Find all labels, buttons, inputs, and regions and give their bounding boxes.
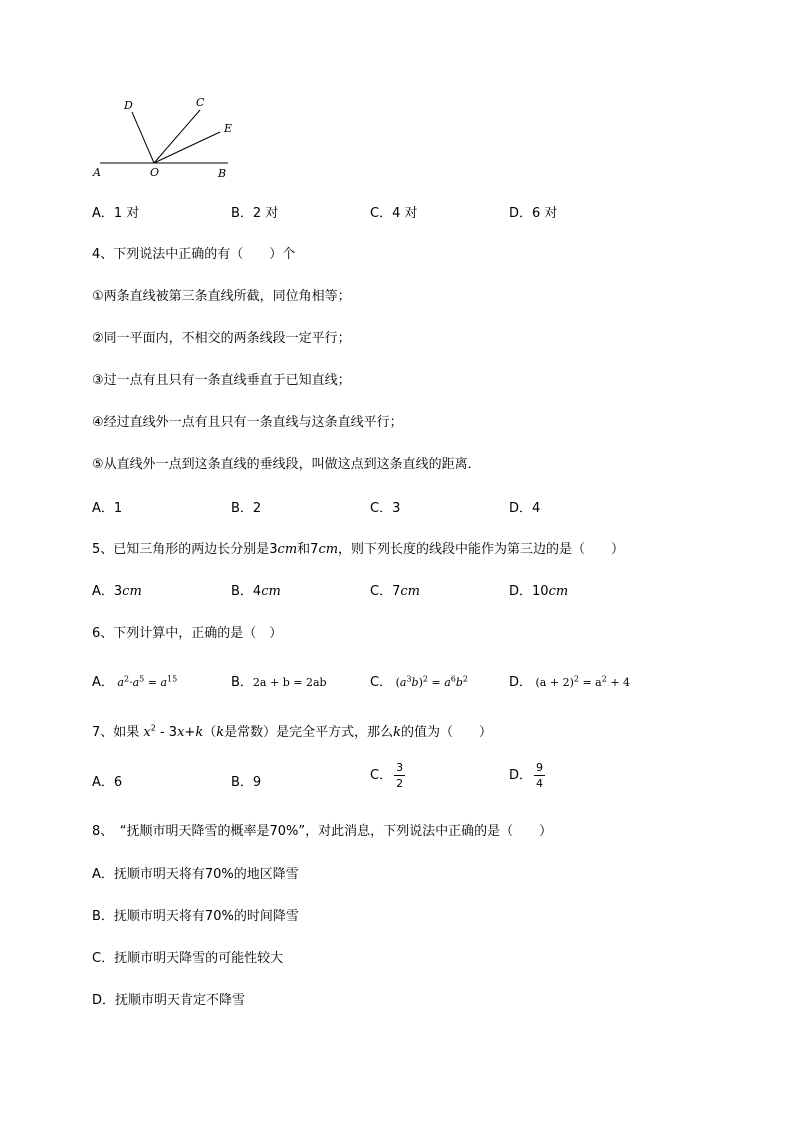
q4-option-a[interactable]: A．1: [92, 501, 123, 516]
label-d: D: [124, 99, 133, 112]
q4-option-d[interactable]: D．4: [509, 501, 541, 516]
q8-option-d[interactable]: D．抚顺市明天肯定不降雪: [92, 993, 246, 1008]
q5-option-d[interactable]: D．10cm: [509, 584, 569, 599]
ray-oe: [154, 132, 220, 163]
angle-figure: [88, 90, 248, 185]
label-b: B: [218, 167, 227, 180]
q7-option-c[interactable]: C． $\frac{3}{2}$: [370, 761, 404, 790]
label-c: C: [196, 96, 205, 109]
q6-option-b[interactable]: B．2a + b = 2ab: [231, 675, 327, 690]
q7-option-a[interactable]: A．6: [92, 775, 123, 790]
q5-option-c[interactable]: C．7cm: [370, 584, 420, 599]
q3-option-d[interactable]: D．6 对: [509, 206, 558, 221]
q8-stem: 8、 “抚顺市明天降雪的概率是70%”，对此消息，下列说法中正确的是（ ）: [92, 824, 553, 839]
fraction-9-4: $\frac{9}{4}$: [536, 761, 544, 790]
q8-option-b[interactable]: B．抚顺市明天将有70%的时间降雪: [92, 909, 299, 924]
q6-option-d[interactable]: D． $(a + 2)^2 = a^2 + 4$: [509, 674, 631, 690]
q6-stem: 6、下列计算中，正确的是（ ）: [92, 626, 283, 641]
q5-stem: 5、已知三角形的两边长分别是3cm和7cm，则下列长度的线段中能作为第三边的是（ ）: [92, 542, 625, 557]
q3-option-a[interactable]: A．1 对: [92, 206, 140, 221]
q3-option-b[interactable]: B．2 对: [231, 206, 279, 221]
label-a: A: [93, 166, 101, 179]
q4-option-b[interactable]: B．2: [231, 501, 262, 516]
q7-option-d[interactable]: D． $\frac{9}{4}$: [509, 761, 544, 790]
q7-option-b[interactable]: B．9: [231, 775, 262, 790]
q4-statement-1: ①两条直线被第三条直线所截，同位角相等；: [92, 289, 351, 304]
ray-oc: [154, 110, 200, 163]
q3-option-c[interactable]: C．4 对: [370, 206, 418, 221]
ray-od: [132, 112, 154, 163]
label-e: E: [224, 122, 233, 135]
fraction-3-2: $\frac{3}{2}$: [396, 761, 404, 790]
q4-option-c[interactable]: C．3: [370, 501, 401, 516]
q5-option-a[interactable]: A．3cm: [92, 584, 142, 599]
q7-stem: 7、如果 $x^2 - 3x+k(k$是常数）是完全平方式，那么k的值为（ ）: [92, 723, 493, 740]
q4-statement-2: ②同一平面内，不相交的两条线段一定平行；: [92, 331, 351, 346]
label-o: O: [150, 166, 160, 179]
q4-statement-4: ④经过直线外一点有且只有一条直线与这条直线平行；: [92, 415, 403, 430]
q6-option-c[interactable]: C． $(a^3b)^2 = a^6b^2$: [370, 674, 468, 690]
q4-statement-5: ⑤从直线外一点到这条直线的垂线段，叫做这点到这条直线的距离．: [92, 457, 481, 472]
q5-option-b[interactable]: B．4cm: [231, 584, 281, 599]
q4-statement-3: ③过一点有且只有一条直线垂直于已知直线；: [92, 373, 351, 388]
q6-option-a[interactable]: A． $a^2\cdot a^5 = a^{15}$: [92, 674, 178, 690]
q4-stem: 4、下列说法中正确的有（ ）个: [92, 247, 296, 262]
q8-option-a[interactable]: A．抚顺市明天将有70%的地区降雪: [92, 867, 299, 882]
q8-option-c[interactable]: C．抚顺市明天降雪的可能性较大: [92, 951, 284, 966]
